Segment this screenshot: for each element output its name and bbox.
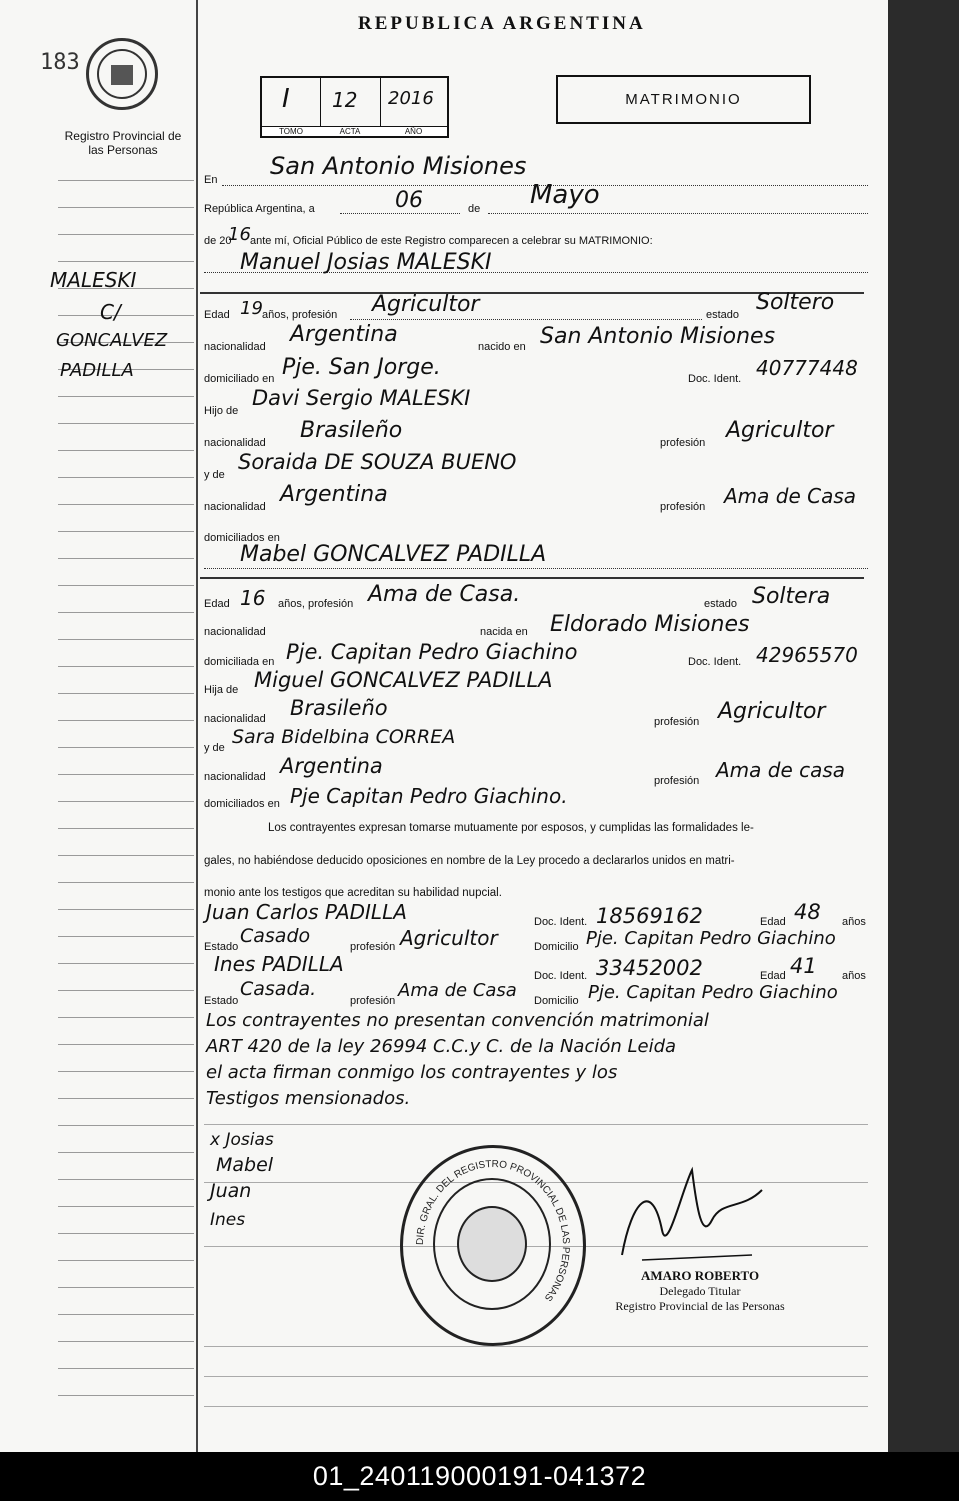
estado-label: Estado xyxy=(204,995,239,1007)
nacionalidad-label: nacionalidad xyxy=(204,626,266,638)
legal-text-line: Los contrayentes expresan tomarse mutuamente por esposos, y cumplidas las formalidades le- xyxy=(268,822,754,834)
scan-border xyxy=(888,0,959,1452)
note-line: ART 420 de la ley 26994 C.C.y C. de la Nación Leida xyxy=(206,1036,677,1057)
profesion-label: profesión xyxy=(660,437,706,449)
profesion-label: profesión xyxy=(654,775,700,787)
yde-label: y de xyxy=(204,469,225,481)
nacido-label: nacido en xyxy=(478,341,526,353)
stamp-text: DIR. GRAL. DEL REGISTRO PROVINCIAL DE LAS PERSONAS xyxy=(414,1158,572,1303)
bride-parents-address: Pje Capitan Pedro Giachino. xyxy=(290,784,568,808)
anos-profesion-label: años, profesión xyxy=(262,309,338,321)
note-line: Testigos mensionados. xyxy=(206,1088,411,1109)
officer-org: Registro Provincial de las Personas xyxy=(615,1299,785,1313)
note-line: el acta firman conmigo los contrayentes y los xyxy=(206,1062,618,1083)
ano-label: AÑO xyxy=(380,126,447,136)
groom-mother-nationality: Argentina xyxy=(280,482,388,507)
groom-doc: 40777448 xyxy=(756,356,858,380)
republica-label: República Argentina, a xyxy=(204,203,315,215)
bride-mother-profession: Ama de casa xyxy=(716,758,846,782)
de-label: de xyxy=(468,203,481,215)
domiciliados-label: domiciliados en xyxy=(204,798,280,810)
yde-label: y de xyxy=(204,742,225,754)
witness-address: Pje. Capitan Pedro Giachino xyxy=(588,982,838,1003)
note-line: Los contrayentes no presentan convención matrimonial xyxy=(206,1010,709,1031)
anos-profesion-label: años, profesión xyxy=(278,598,354,610)
acta-value: 12 xyxy=(332,88,358,112)
official-stamp xyxy=(400,1145,586,1346)
domicilio-label: Domicilio xyxy=(534,941,579,953)
margin-note-line: GONCALVEZ xyxy=(56,330,168,351)
hijo-label: Hijo de xyxy=(204,405,239,417)
groom-father-nationality: Brasileño xyxy=(300,418,403,443)
officer-title: Delegado Titular xyxy=(659,1284,741,1298)
en-label: En xyxy=(204,174,218,186)
margin-divider xyxy=(196,0,198,1452)
witness-age: 41 xyxy=(790,954,817,978)
anos-label: años xyxy=(842,916,866,928)
tomo-label: TOMO xyxy=(262,126,320,136)
profesion-label: profesión xyxy=(350,995,396,1007)
witness-address: Pje. Capitan Pedro Giachino xyxy=(586,928,836,949)
officer-name: AMARO ROBERTO xyxy=(640,1268,760,1283)
ceremony-year: 16 xyxy=(228,224,251,245)
doc-label: Doc. Ident. xyxy=(534,916,588,928)
profesion-label: profesión xyxy=(654,716,700,728)
groom-nationality: Argentina xyxy=(290,322,398,347)
nacionalidad-label: nacionalidad xyxy=(204,437,266,449)
bride-birthplace: Eldorado Misiones xyxy=(550,612,750,637)
groom-birthplace: San Antonio Misiones xyxy=(540,324,776,349)
doc-label: Doc. Ident. xyxy=(688,373,742,385)
signature-groom: x Josias xyxy=(210,1130,274,1150)
intro-text: ante mí, Oficial Público de este Registro comparecen a celebrar su MATRIMONIO: xyxy=(250,235,653,247)
nacionalidad-label: nacionalidad xyxy=(204,771,266,783)
record-type-box: MATRIMONIO xyxy=(556,75,811,124)
edad-label: Edad xyxy=(204,598,230,610)
groom-father: Davi Sergio MALESKI xyxy=(252,386,471,410)
ceremony-month: Mayo xyxy=(530,180,600,210)
scan-id-footer: 01_240119000191-041372 xyxy=(0,1452,959,1501)
edad-label: Edad xyxy=(204,309,230,321)
witness-name: Ines PADILLA xyxy=(214,952,344,976)
nacionalidad-label: nacionalidad xyxy=(204,713,266,725)
margin-note-line: MALESKI xyxy=(50,268,137,292)
profesion-label: profesión xyxy=(660,501,706,513)
ano-value: 2016 xyxy=(388,88,434,109)
nacida-label: nacida en xyxy=(480,626,528,638)
edad-label: Edad xyxy=(760,970,786,982)
groom-profession: Agricultor xyxy=(372,292,480,317)
anos-label: años xyxy=(842,970,866,982)
witness-profession: Ama de Casa xyxy=(398,980,517,1001)
bride-age: 16 xyxy=(240,586,266,610)
svg-text:DIR. GRAL. DEL REGISTRO PROVIN xyxy=(415,1159,571,1303)
profesion-label: profesión xyxy=(350,941,396,953)
witness-name: Juan Carlos PADILLA xyxy=(206,900,407,924)
groom-age: 19 xyxy=(240,298,263,319)
bride-doc: 42965570 xyxy=(756,643,858,667)
officer-block xyxy=(600,1268,800,1314)
bride-address: Pje. Capitan Pedro Giachino xyxy=(286,640,578,664)
groom-address: Pje. San Jorge. xyxy=(282,355,441,380)
nacionalidad-label: nacionalidad xyxy=(204,501,266,513)
domicilio-label: domiciliado en xyxy=(204,373,275,385)
groom-mother-profession: Ama de Casa xyxy=(724,484,857,508)
acta-label: ACTA xyxy=(320,126,380,136)
legal-text-line: gales, no habiéndose deducido oposiciones en nombre de la Ley procedo a declararlos unidos en matri- xyxy=(204,855,735,867)
witness-status: Casada. xyxy=(240,978,317,1000)
signature-witness: Ines xyxy=(210,1210,246,1230)
hija-label: Hija de xyxy=(204,684,239,696)
doc-label: Doc. Ident. xyxy=(534,970,588,982)
officer-signature-icon xyxy=(612,1160,772,1270)
domicilio-label: Domicilio xyxy=(534,995,579,1007)
bride-mother: Sara Bidelbina CORREA xyxy=(232,726,456,748)
nacionalidad-label: nacionalidad xyxy=(204,341,266,353)
provincial-seal-icon xyxy=(86,38,158,110)
groom-mother: Soraida DE SOUZA BUENO xyxy=(238,450,517,474)
estado-label: estado xyxy=(704,598,738,610)
witness-doc: 33452002 xyxy=(596,956,703,980)
signature-witness: Juan xyxy=(210,1180,252,1202)
country-title: REPUBLICA ARGENTINA xyxy=(358,13,646,34)
witness-profession: Agricultor xyxy=(400,926,498,950)
bride-name: Mabel GONCALVEZ PADILLA xyxy=(240,542,547,567)
bride-profession: Ama de Casa. xyxy=(368,582,521,607)
bride-status: Soltera xyxy=(752,584,831,609)
groom-status: Soltero xyxy=(756,290,835,315)
estado-label: estado xyxy=(706,309,740,321)
witness-age: 48 xyxy=(794,900,821,924)
year-prefix: de 20 xyxy=(204,235,232,247)
signature-bride: Mabel xyxy=(216,1154,274,1176)
witness-doc: 18569162 xyxy=(596,904,703,928)
groom-name: Manuel Josias MALESKI xyxy=(240,250,492,275)
ceremony-day: 06 xyxy=(395,188,423,213)
margin-note-line: C/ xyxy=(100,300,121,324)
ceremony-place: San Antonio Misiones xyxy=(270,152,527,180)
domiciliados-label: domiciliados en xyxy=(204,532,280,544)
page-number: 183 xyxy=(40,50,80,75)
section-divider xyxy=(200,577,864,579)
legal-text-line: monio ante los testigos que acreditan su habilidad nupcial. xyxy=(204,887,502,899)
tomo-value: I xyxy=(282,84,290,114)
bride-father-profession: Agricultor xyxy=(718,699,826,724)
tomo-acta-box xyxy=(260,76,449,138)
margin-note-line: PADILLA xyxy=(60,360,134,381)
bride-father: Miguel GONCALVEZ PADILLA xyxy=(254,668,553,692)
domiciliada-label: domiciliada en xyxy=(204,656,275,668)
groom-father-profession: Agricultor xyxy=(726,418,834,443)
bride-father-nationality: Brasileño xyxy=(290,696,388,720)
witness-status: Casado xyxy=(240,925,311,947)
doc-label: Doc. Ident. xyxy=(688,656,742,668)
registry-name: Registro Provincial de las Personas xyxy=(64,129,182,157)
estado-label: Estado xyxy=(204,941,239,953)
edad-label: Edad xyxy=(760,916,786,928)
bride-mother-nationality: Argentina xyxy=(280,754,383,778)
